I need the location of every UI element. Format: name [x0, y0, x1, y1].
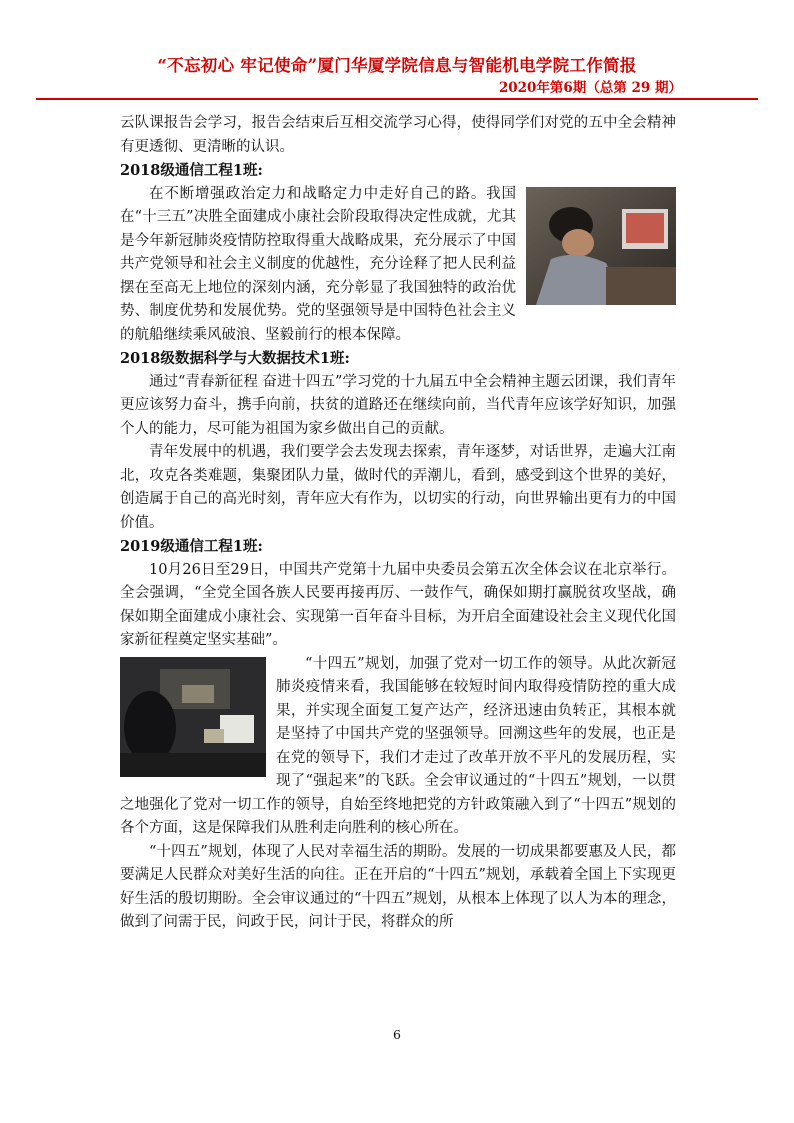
paragraph: 通过“青春新征程 奋进十四五”学习党的十九届五中全会精神主题云团课，我们青年更应该努力奋斗，携手向前，扶贫的道路还在继续向前，当代青年应该学好知识，加强个人的能力，尽可能为祖国为家乡做出自己的贡献。	[120, 373, 676, 437]
section-heading-2018-data-science: 2018级数据科学与大数据技术1班:	[120, 350, 350, 367]
paragraph: “十四五”规划，体现了人民对幸福生活的期盼。发展的一切成果都要惠及人民，都要满足人民群众对美好生活的向往。正在开启的“十四五”规划，承载着全国上下实现更好生活的殷切期盼。全会审议通过的“十四五”规划，从根本上体现了以人为本的理念，做到了问需于民，问政于民，问计于民，将群众的所	[120, 843, 676, 930]
page-number: 6	[393, 1027, 401, 1042]
photo-student-at-computer	[526, 187, 676, 305]
header-divider	[36, 98, 758, 100]
section-heading-2019-comm: 2019级通信工程1班:	[120, 538, 263, 555]
report-issue-number: 2020年第6期（总第 29 期）	[498, 80, 682, 96]
section-heading-2018-comm: 2018级通信工程1班:	[120, 162, 263, 179]
paragraph: “十四五”规划，加强了党对一切工作的领导。从此次新冠肺炎疫情来看，我国能够在较短时间内取得疫情防控的重大成果，并实现全面复工复产达产，经济迅速由负转正，其根本就是坚持了中国共产党的坚强领导。回溯这些年的发展，也正是在党的领导下，我们才走过了改革开放不平凡的发展历程，实现了“强起来”的飞跃。全会审议通过的“十四五”规划，一以贯之地强化了党对一切工作的领导，自始至终地把党的方针政策融入到了“十四五”规划的各个方面，这是保障我们从胜利走向胜利的核心所在。	[120, 655, 676, 836]
paragraph: 10月26日至29日，中国共产党第十九届中央委员会第五次全体会议在北京举行。全会强调，“全党全国各族人民要再接再厉、一鼓作气，确保如期打赢脱贫攻坚战，确保如期全面建成小康社会、实现第一百年奋斗目标，为开启全面建设社会主义现代化国家新征程奠定坚实基础”。	[120, 561, 676, 648]
article-body	[120, 112, 676, 935]
paragraph: 云队课报告会学习，报告会结束后互相交流学习心得，使得同学们对党的五中全会精神有更透彻、更清晰的认识。	[120, 115, 676, 155]
paragraph: 在不断增强政治定力和战略定力中走好自己的路。我国在“十三五”决胜全面建成小康社会阶段取得决定性成就，尤其是今年新冠肺炎疫情防控取得重大战略成果，充分展示了中国共产党领导和社会主义制度的优越性，充分诠释了把人民利益摆在至高无上地位的深刻内涵，充分彰显了我国独特的政治优势、制度优势和发展优势。党的坚强领导是中国特色社会主义的航船继续乘风破浪、坚毅前行的根本保障。	[120, 185, 516, 343]
paragraph: 青年发展中的机遇，我们要学会去发现去探索，青年逐梦，对话世界，走遍大江南北，攻克各类难题，集聚团队力量，做时代的弄潮儿，看到，感受到这个世界的美好，创造属于自己的高光时刻，青年应大有作为，以切实的行动，向世界输出更有力的中国价值。	[120, 444, 676, 531]
photo-student-in-dorm	[120, 657, 266, 777]
report-header-title: “不忘初心 牢记使命”厦门华厦学院信息与智能机电学院工作简报	[157, 56, 637, 75]
